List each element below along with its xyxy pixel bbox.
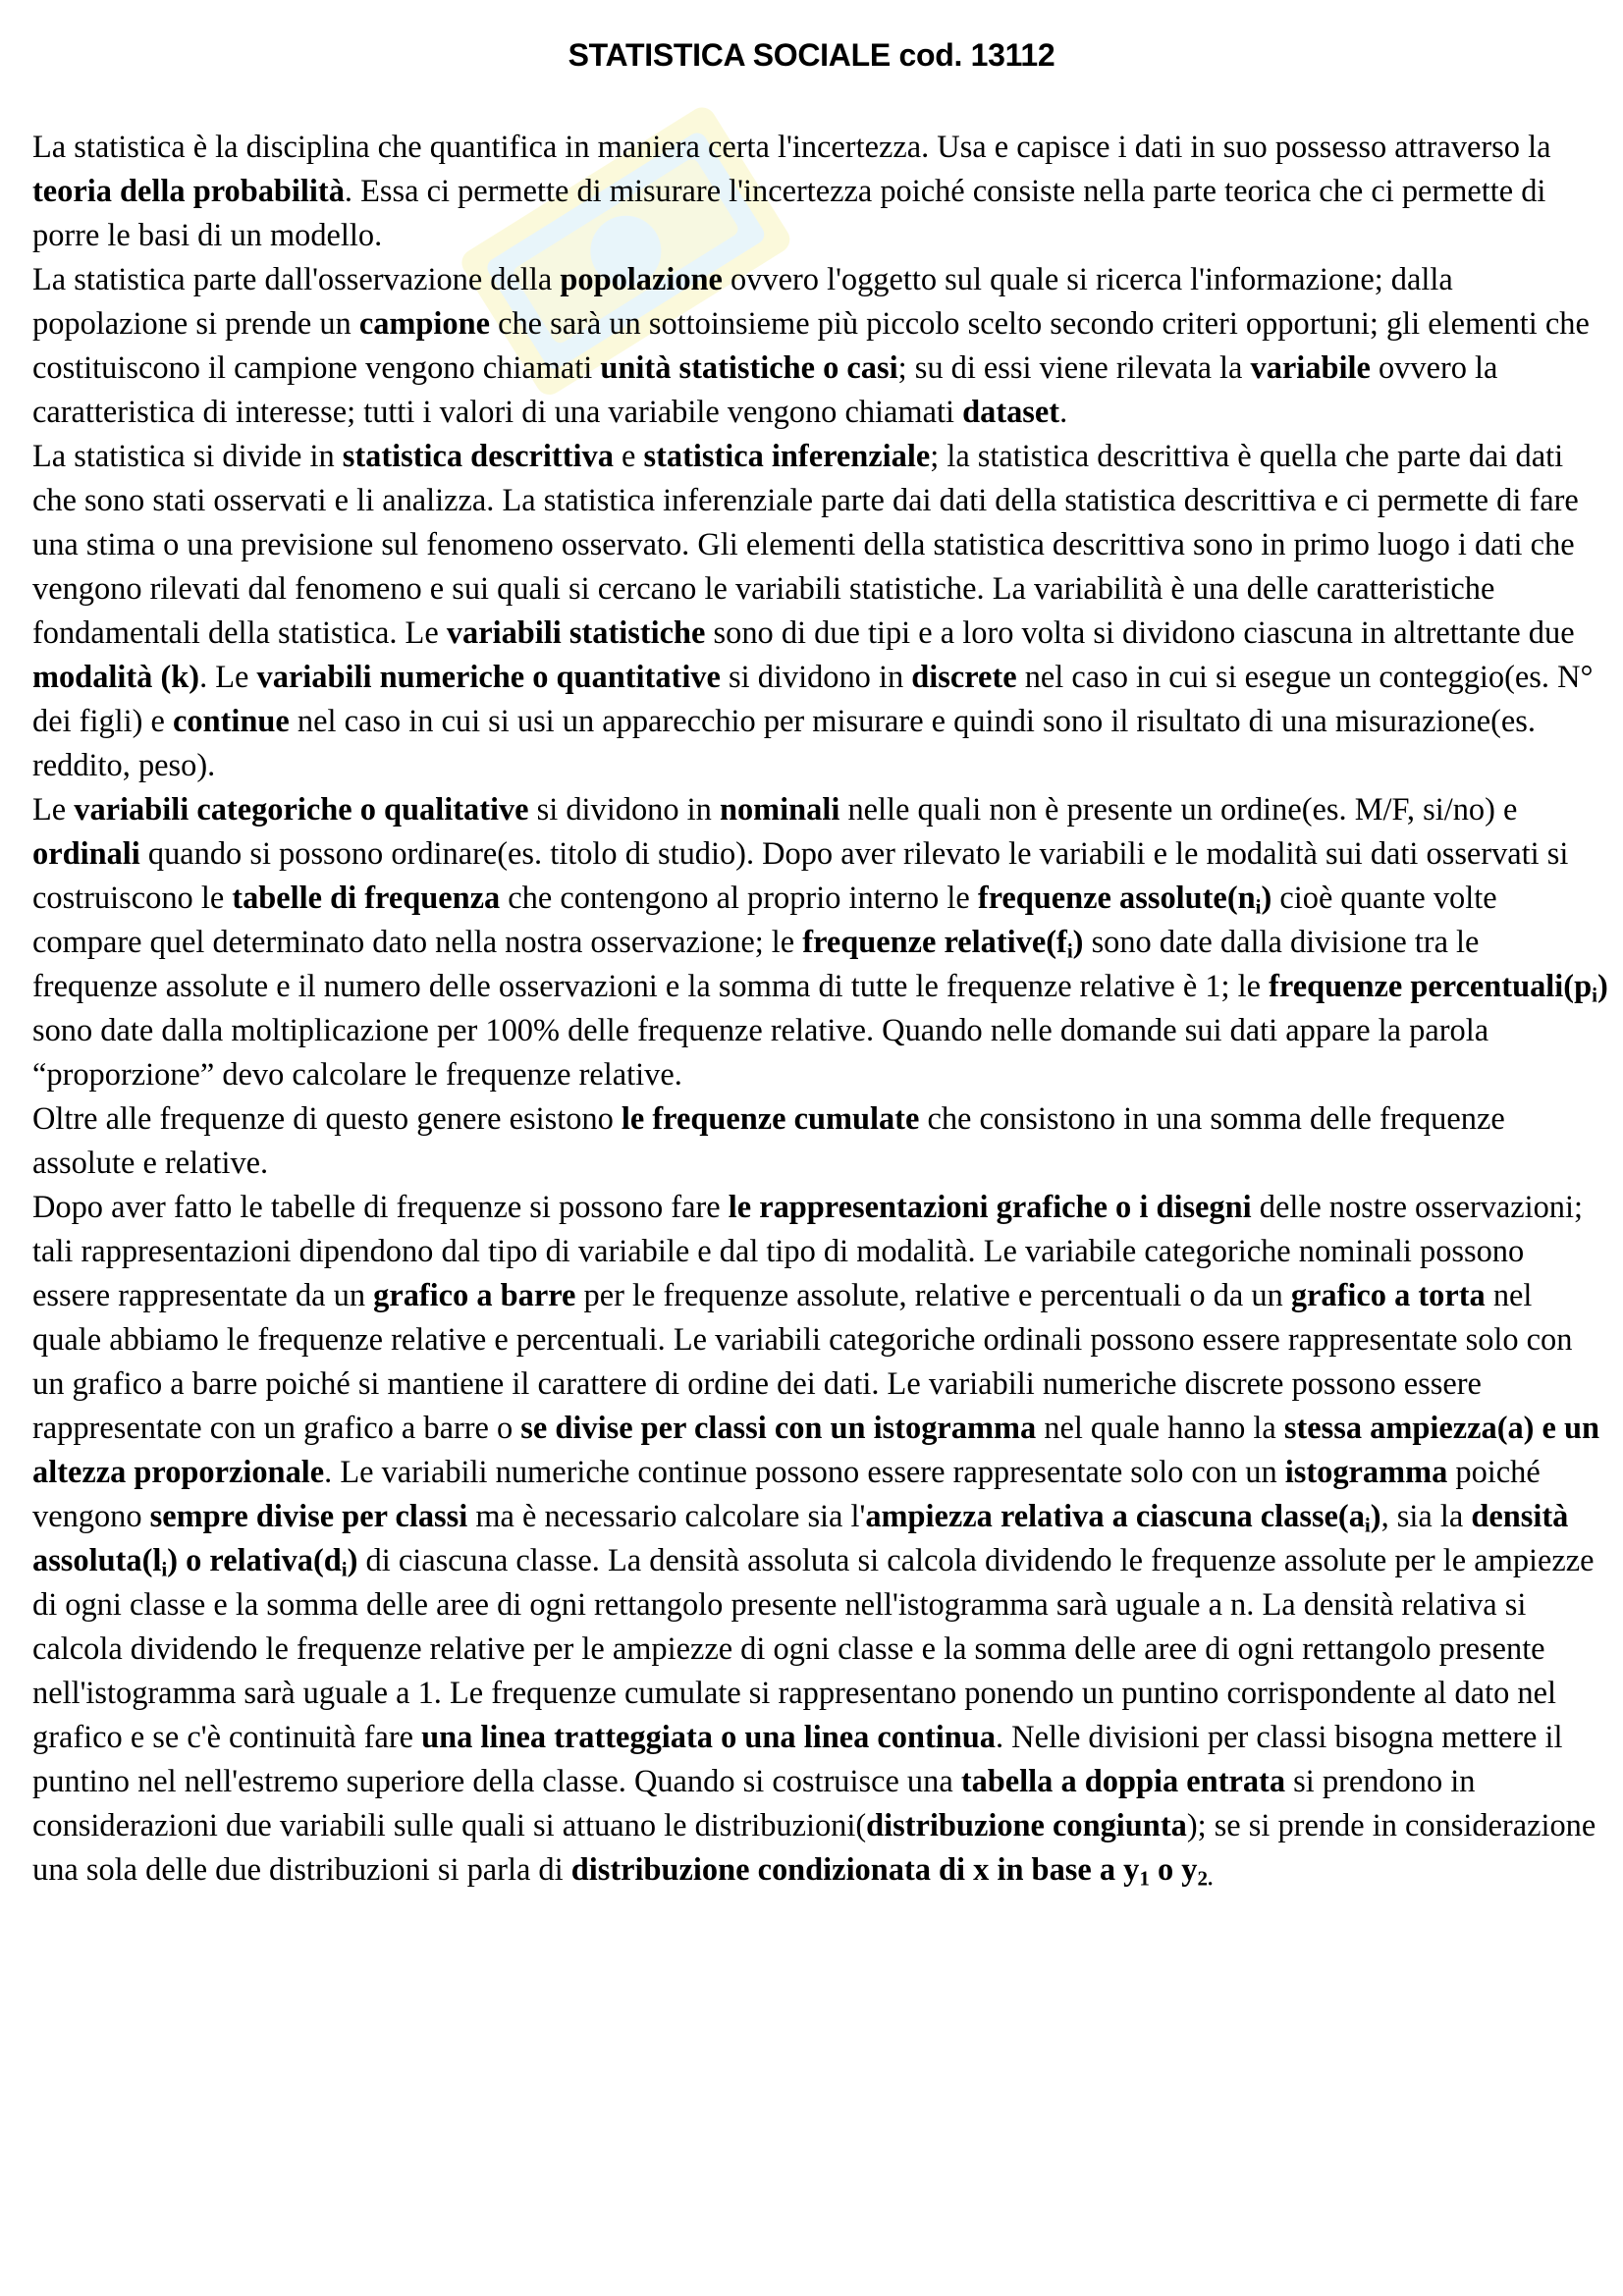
bold-term: variabili categoriche o qualitative: [74, 792, 529, 828]
text-run: Oltre alle frequenze di questo genere esistono: [32, 1101, 622, 1137]
bold-term: teoria della probabilità: [32, 174, 345, 209]
document-body: [32, 126, 1608, 1893]
bold-term: ): [1370, 1499, 1381, 1534]
bold-term: frequenze assolute(n: [977, 881, 1256, 916]
text-run: si dividono in: [528, 792, 720, 828]
bold-term: densità assoluta(l: [32, 1499, 1569, 1578]
text-run: nel quale abbiamo le frequenze relative e percentuali. Le variabili categoriche ordinali possono essere rappresentate solo con un grafico a barre poiché si mantiene il carattere di ordine dei dati. Le variabili numeriche discrete possono essere rappresentate con un grafico a barre o: [32, 1278, 1573, 1446]
text-run: e: [613, 439, 644, 474]
text-run: che contengono al proprio interno le: [500, 881, 978, 916]
subscript-text: i: [1592, 983, 1597, 1007]
text-run: La statistica parte dall'osservazione della: [32, 262, 561, 297]
subscript-text: i: [161, 1557, 168, 1581]
text-run: delle nostre osservazioni; tali rappresentazioni dipendono dal tipo di variabile e dal tipo di modalità. Le variabile categoriche nominali possono essere rappresentate da un: [32, 1190, 1583, 1313]
bold-term: variabili numeriche o quantitative: [256, 660, 721, 695]
subscript-text: i: [341, 1557, 348, 1581]
bold-term: campione: [358, 306, 490, 342]
subscript-text: i: [1066, 938, 1073, 963]
paragraph: [32, 1186, 1608, 1893]
bold-term: grafico a barre: [373, 1278, 576, 1313]
subscript-text: 2.: [1197, 1866, 1214, 1891]
bold-term: distribuzione condizionata di x in base a y: [570, 1852, 1140, 1888]
text-run: ovvero l'oggetto sul quale si ricerca l'informazione; dalla popolazione si prende un: [32, 262, 1453, 342]
subscript-text: 1: [1139, 1866, 1150, 1891]
paragraph: [32, 1097, 1608, 1186]
text-run: Le: [32, 792, 75, 828]
subscript-text: i: [1364, 1513, 1371, 1537]
text-run: si dividono in: [720, 660, 912, 695]
bold-term: ) o relativa(d: [167, 1543, 342, 1578]
bold-term: frequenze relative(f: [802, 925, 1067, 960]
subscript-text: i: [1255, 894, 1262, 919]
bold-term: tabelle di frequenza: [232, 881, 501, 916]
bold-term: sempre divise per classi: [149, 1499, 468, 1534]
text-run: . Le: [199, 660, 257, 695]
text-run: La statistica si divide in: [32, 439, 343, 474]
text-run: nelle quali non è presente un ordine(es. M/F, si/no) e: [839, 792, 1518, 828]
bold-term: discrete: [911, 660, 1017, 695]
bold-term: unità statistiche o casi: [600, 350, 898, 386]
text-run: La statistica è la disciplina che quantifica in maniera certa l'incertezza. Usa e capisce i dati in suo possesso attraverso la: [32, 130, 1551, 165]
text-run: per le frequenze assolute, relative e percentuali o da un: [575, 1278, 1291, 1313]
text-run: .: [1059, 395, 1068, 430]
text-run: nel quale hanno la: [1036, 1411, 1284, 1446]
text-run: sono date dalla divisione tra le frequenze assolute e il numero delle osservazioni e la somma di tutte le frequenze relative è 1; le: [32, 925, 1480, 1004]
bold-term: ordinali: [32, 836, 140, 872]
document-title: STATISTICA SOCIALE cod. 13112: [568, 37, 1055, 73]
bold-term: modalità (k): [32, 660, 200, 695]
text-run: poiché vengono: [32, 1455, 1541, 1534]
text-run: . Nelle divisioni per classi bisogna mettere il puntino nel nell'estremo superiore della classe. Quando si costruisce una: [32, 1720, 1563, 1799]
bold-term: dataset: [962, 395, 1060, 430]
paragraph: [32, 788, 1608, 1097]
text-run: . Le variabili numeriche continue possono essere rappresentate solo con un: [324, 1455, 1285, 1490]
paragraph: [32, 435, 1608, 788]
bold-term: grafico a torta: [1290, 1278, 1486, 1313]
bold-term: o y: [1149, 1852, 1198, 1888]
text-run: ma è necessario calcolare sia l': [467, 1499, 866, 1534]
bold-term: istogramma: [1284, 1455, 1448, 1490]
text-run: di ciascuna classe. La densità assoluta si calcola dividendo le frequenze assolute per le ampiezze di ogni classe e la somma delle aree di ogni rettangolo presente nell'istogramma sarà uguale a n. La densità relativa si calcola dividendo le frequenze relative per le ampiezze di ogni classe e la somma delle aree di ogni rettangolo presente nell'istogramma sarà uguale a 1. Le frequenze cumulate si rappresentano ponendo un puntino corrispondente al dato nel grafico e se c'è continuità fare: [32, 1543, 1595, 1755]
bold-term: se divise per classi con un istogramma: [520, 1411, 1037, 1446]
text-run: ; la statistica descrittiva è quella che parte dai dati che sono stati osservati e li analizza. La statistica inferenziale parte dai dati della statistica descrittiva e ci permette di fare una stima o una previsione sul fenomeno osservato. Gli elementi della statistica descrittiva sono in primo luogo i dati che vengono rilevati dal fenomeno e sui quali si cercano le variabili statistiche. La variabilità è una delle caratteristiche fondamentali della statistica. Le: [32, 439, 1579, 651]
bold-term: frequenze percentuali(p: [1269, 969, 1593, 1004]
text-run: si prendono in considerazioni due variabili sulle quali si attuano le distribuzioni(: [32, 1764, 1476, 1843]
text-run: che sarà un sottoinsieme più piccolo scelto secondo criteri opportuni; gli elementi che costituiscono il campione vengono chiamati: [32, 306, 1590, 386]
bold-term: ): [1261, 881, 1272, 916]
text-run: ovvero la caratteristica di interesse; tutti i valori di una variabile vengono chiamati: [32, 350, 1498, 430]
bold-term: statistica descrittiva: [342, 439, 614, 474]
paragraph: [32, 258, 1608, 435]
text-run: cioè quante volte compare quel determinato dato nella nostra osservazione; le: [32, 881, 1497, 960]
text-run: ; su di essi viene rilevata la: [897, 350, 1251, 386]
bold-term: statistica inferenziale: [643, 439, 931, 474]
bold-term: stessa ampiezza(a) e un altezza proporzionale: [32, 1411, 1600, 1490]
text-run: sono di due tipi e a loro volta si dividono ciascuna in altrettante due: [705, 615, 1575, 651]
bold-term: tabella a doppia entrata: [960, 1764, 1286, 1799]
text-run: nel caso in cui si usi un apparecchio per misurare e quindi sono il risultato di una misurazione(es. reddito, peso).: [32, 704, 1536, 783]
text-run: sono date dalla moltiplicazione per 100% delle frequenze relative. Quando nelle domande sui dati appare la parola “proporzione” devo calcolare le frequenze relative.: [32, 1013, 1489, 1093]
bold-term: una linea tratteggiata o una linea continua: [421, 1720, 996, 1755]
bold-term: variabile: [1250, 350, 1371, 386]
bold-term: ampiezza relativa a ciascuna classe(a: [865, 1499, 1365, 1534]
text-run: , sia la: [1380, 1499, 1472, 1534]
text-run: . Essa ci permette di misurare l'incertezza poiché consiste nella parte teorica che ci permette di porre le basi di un modello.: [32, 174, 1546, 253]
bold-term: distribuzione congiunta: [866, 1808, 1187, 1843]
bold-term: ): [1596, 969, 1608, 1004]
bold-term: variabili statistiche: [446, 615, 706, 651]
text-run: nel caso in cui si esegue un conteggio(es. N° dei figli) e: [32, 660, 1594, 739]
text-run: che consistono in una somma delle frequenze assolute e relative.: [32, 1101, 1505, 1181]
text-run: ); se si prende in considerazione una sola delle due distribuzioni si parla di: [32, 1808, 1596, 1888]
bold-term: continue: [173, 704, 290, 739]
text-run: quando si possono ordinare(es. titolo di studio). Dopo aver rilevato le variabili e le modalità sui dati osservati si costruiscono le: [32, 836, 1569, 916]
bold-term: popolazione: [560, 262, 723, 297]
bold-term: ): [347, 1543, 358, 1578]
bold-term: le rappresentazioni grafiche o i disegni: [728, 1190, 1252, 1225]
paragraph: [32, 126, 1608, 258]
bold-term: ): [1072, 925, 1084, 960]
bold-term: nominali: [719, 792, 840, 828]
bold-term: le frequenze cumulate: [621, 1101, 920, 1137]
text-run: Dopo aver fatto le tabelle di frequenze si possono fare: [32, 1190, 729, 1225]
